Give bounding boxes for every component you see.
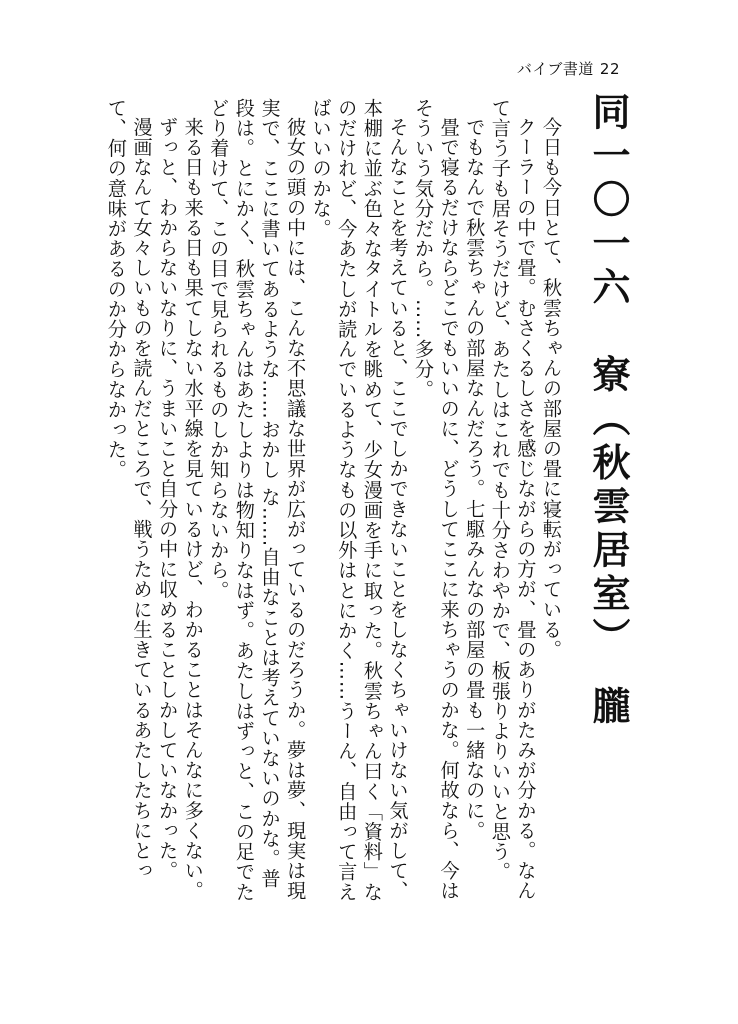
paragraph: 今日も今日とて、秋雲ちゃんの部屋の畳に寝転がっている。: [540, 117, 563, 660]
book-title: バイブ書道: [516, 60, 594, 78]
paragraph: 来る日も来る日も果てしない水平線を見ているけど、わかることはそんなに多くない。: [181, 117, 205, 902]
paragraph: 漫画なんて女々しいものを読んだところで、戦うために生きているあたしたちにとって、何の意味があるのか分からなかった。: [104, 98, 154, 881]
running-header: [517, 58, 620, 79]
body-text: [103, 98, 564, 908]
paragraph: そんなことを考えていると、ここでしかできないことをしなくちゃいけない気がして、本棚に並ぶ色々なタイトルを眺めて、少女漫画を手に取った。秋雲ちゃん曰く「資料」なのだけれど、今あたしが読んでいるようなもの以外はとにかく……うーん、自由って言えばいいのかな。: [309, 98, 410, 902]
page-number: 22: [599, 60, 620, 78]
paragraph: 畳で寝るだけならどこでもいいのに、どうしてここに来ちゃうのかな。何故なら、今はそういう気分だから。……多分。: [412, 98, 461, 902]
paragraph: でもなんで秋雲ちゃんの部屋なんだろう。七駆みんなの部屋の畳も一緒なのに。: [463, 117, 487, 841]
paragraph: クーラーの中で畳。むさくるしさを感じながらの方が、畳のありがたみが分かる。なんて言う子も居そうだけど、あたしはこれでも十分さわやかで、板張りよりいいと思う。: [488, 98, 538, 902]
chapter-title: 同一〇一六 寮（秋雲居室） 朧: [586, 92, 630, 730]
paragraph: 彼女の頭の中には、こんな不思議な世界が広がっているのだろうか。夢は夢、現実は現実で、ここに書いてあるような……おかし な……自由なことは考えていないのかな。普段は。とにかく、秋雲ちゃんはあたしよりは物知りなはず。あたしはずっと、この足でたどり着けて、この目で見られるものしか知らないから。: [207, 98, 308, 902]
paragraph: ずっと、わからないなりに、うまいこと自分の中に収めることしかしていなかった。: [156, 117, 180, 881]
